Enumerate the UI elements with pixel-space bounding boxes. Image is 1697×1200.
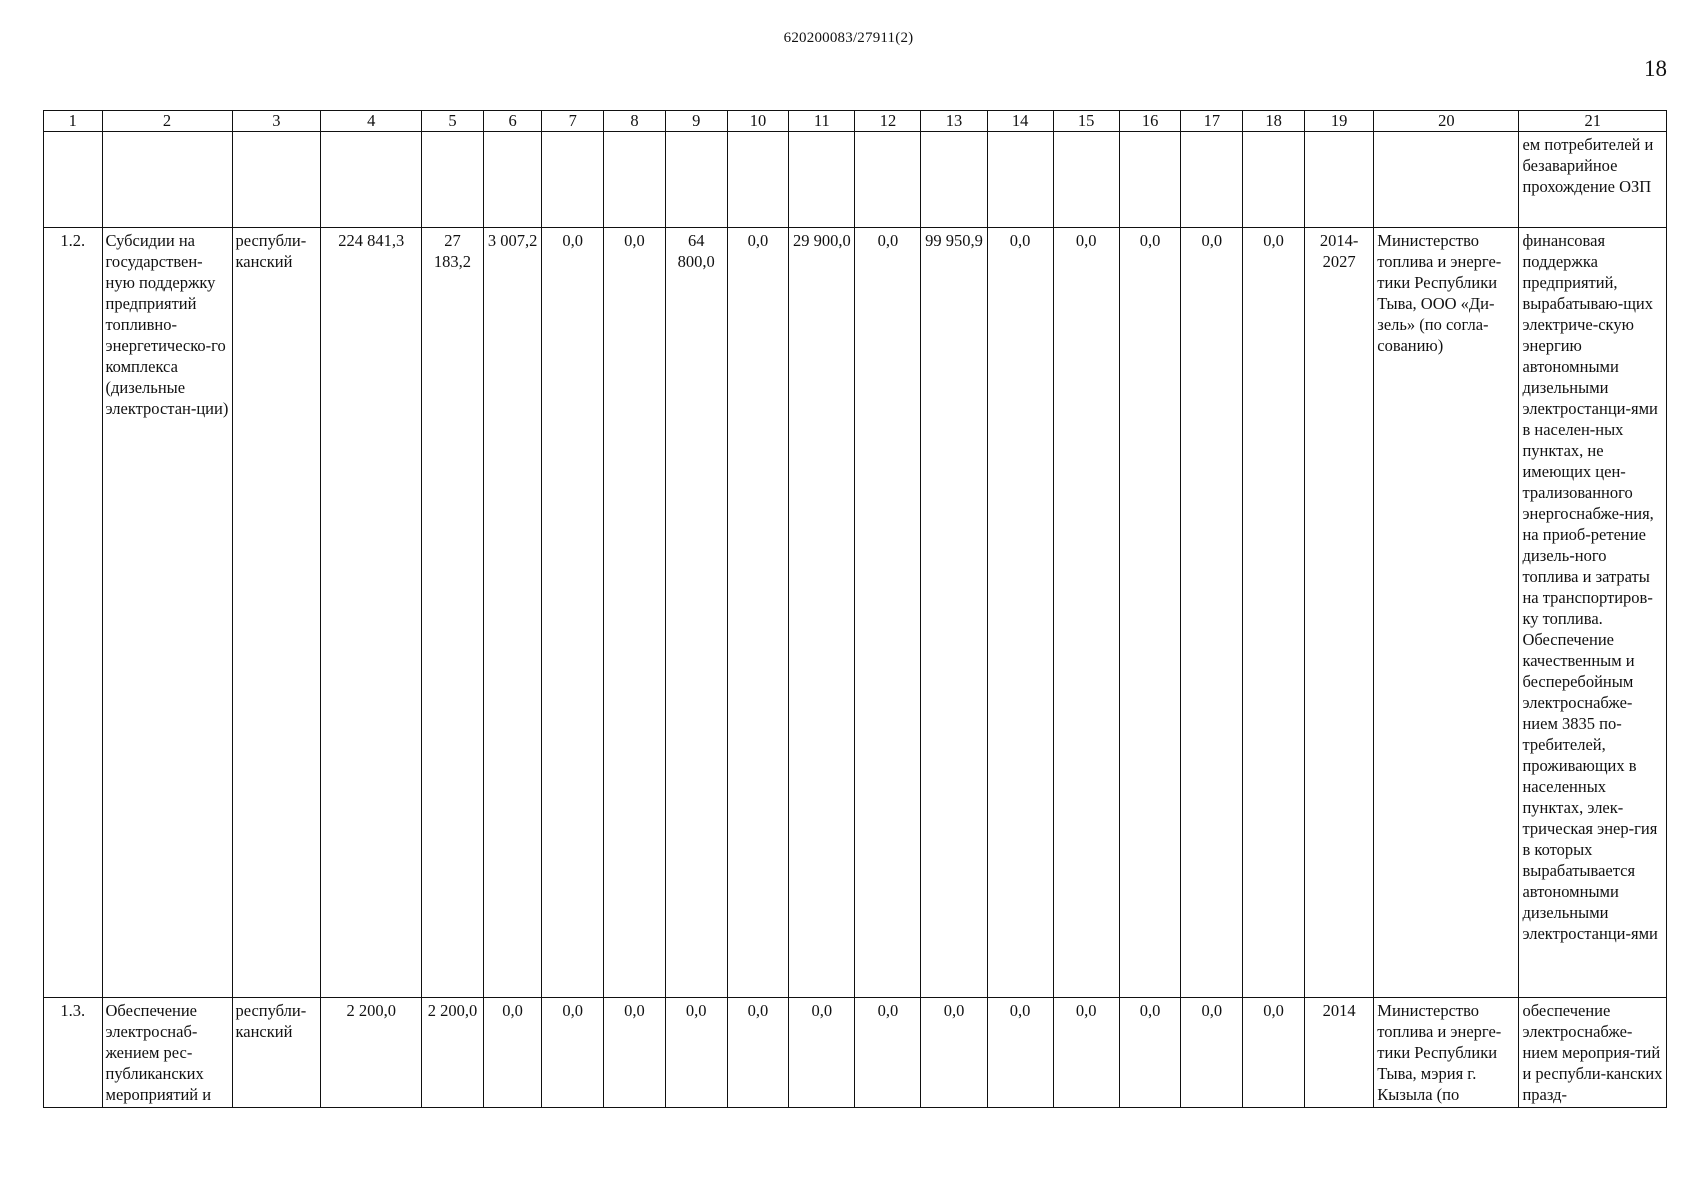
column-number: 1: [44, 111, 103, 132]
result-cell: финансовая поддержка предприятий, вырабатываю-щих электриче-скую энергию автономными дизельными электростанци-ями в населен-ных пунктах, не имеющих цен-трализованного энергоснабже-ния, на приоб-ретение дизель-ного топлива и затраты на транспортиров-ку топлива. Обеспечение качественным и бесперебойным электроснабже-нием 3835 по-требителей, проживающих в населенных пунктах, элек-трическая энер-гия в которых вырабатывается автономными дизельными электростанци-ями: [1519, 228, 1667, 998]
value-cell: 0,0: [921, 998, 987, 1108]
column-number: 14: [987, 111, 1053, 132]
column-number: 12: [855, 111, 921, 132]
value-cell: 0,0: [855, 998, 921, 1108]
column-number: 6: [483, 111, 542, 132]
column-number: 16: [1119, 111, 1181, 132]
column-number-row: [44, 111, 1667, 132]
value-cell: 0,0: [987, 228, 1053, 998]
column-number: 10: [727, 111, 789, 132]
column-number: 20: [1374, 111, 1519, 132]
value-cell: 0,0: [604, 228, 666, 998]
value-cell: 2 200,0: [422, 998, 484, 1108]
continuation-result-text: ем потребителей и безаварийное прохождение ОЗП: [1519, 132, 1667, 228]
value-cell: 3 007,2: [483, 228, 542, 998]
result-cell: обеспечение электроснабже-нием мероприя-тий и республи-канских празд-: [1519, 998, 1667, 1108]
column-number: 2: [102, 111, 232, 132]
value-cell: 0,0: [1181, 228, 1243, 998]
value-cell: 0,0: [542, 998, 604, 1108]
column-number: 18: [1243, 111, 1305, 132]
column-number: 3: [232, 111, 321, 132]
column-number: 13: [921, 111, 987, 132]
value-cell: 0,0: [1053, 998, 1119, 1108]
program-table: [43, 110, 1667, 1108]
value-cell: 0,0: [987, 998, 1053, 1108]
value-cell: 0,0: [483, 998, 542, 1108]
period-cell: 2014: [1304, 998, 1373, 1108]
value-cell: 0,0: [855, 228, 921, 998]
column-number: 19: [1304, 111, 1373, 132]
row-number: 1.3.: [44, 998, 103, 1108]
page-number: 18: [1644, 56, 1667, 81]
column-number: 15: [1053, 111, 1119, 132]
value-cell: 0,0: [604, 998, 666, 1108]
responsible-cell: Министерство топлива и энерге-тики Республики Тыва, ООО «Ди-зель» (по согла-сованию): [1374, 228, 1519, 998]
value-cell: 64 800,0: [665, 228, 727, 998]
responsible-cell: Министерство топлива и энерге-тики Республики Тыва, мэрия г. Кызыла (по: [1374, 998, 1519, 1108]
period-cell: 2014-2027: [1304, 228, 1373, 998]
value-cell: 2 200,0: [321, 998, 422, 1108]
value-cell: 99 950,9: [921, 228, 987, 998]
value-cell: 0,0: [1243, 228, 1305, 998]
column-number: 5: [422, 111, 484, 132]
continuation-row: [44, 132, 1667, 228]
document-id: 620200083/27911(2): [783, 30, 914, 46]
measure-name: Обеспечение электроснаб-жением рес-публиканских мероприятий и: [102, 998, 232, 1108]
value-cell: 0,0: [727, 998, 789, 1108]
value-cell: 0,0: [1181, 998, 1243, 1108]
table-row: [44, 228, 1667, 998]
column-number: 11: [789, 111, 855, 132]
column-number: 4: [321, 111, 422, 132]
value-cell: 0,0: [727, 228, 789, 998]
value-cell: 29 900,0: [789, 228, 855, 998]
value-cell: 0,0: [665, 998, 727, 1108]
budget-source: республи-канский: [232, 228, 321, 998]
value-cell: 27 183,2: [422, 228, 484, 998]
value-cell: 0,0: [542, 228, 604, 998]
column-number: 17: [1181, 111, 1243, 132]
value-cell: 0,0: [1243, 998, 1305, 1108]
column-number: 7: [542, 111, 604, 132]
value-cell: 0,0: [789, 998, 855, 1108]
value-cell: 0,0: [1119, 998, 1181, 1108]
row-number: 1.2.: [44, 228, 103, 998]
measure-name: Субсидии на государствен-ную поддержку предприятий топливно-энергетическо-го комплекса (дизельные электростан-ции): [102, 228, 232, 998]
value-cell: 0,0: [1053, 228, 1119, 998]
value-cell: 224 841,3: [321, 228, 422, 998]
value-cell: 0,0: [1119, 228, 1181, 998]
column-number: 21: [1519, 111, 1667, 132]
column-number: 8: [604, 111, 666, 132]
budget-source: республи-канский: [232, 998, 321, 1108]
table-row: [44, 998, 1667, 1108]
column-number: 9: [665, 111, 727, 132]
